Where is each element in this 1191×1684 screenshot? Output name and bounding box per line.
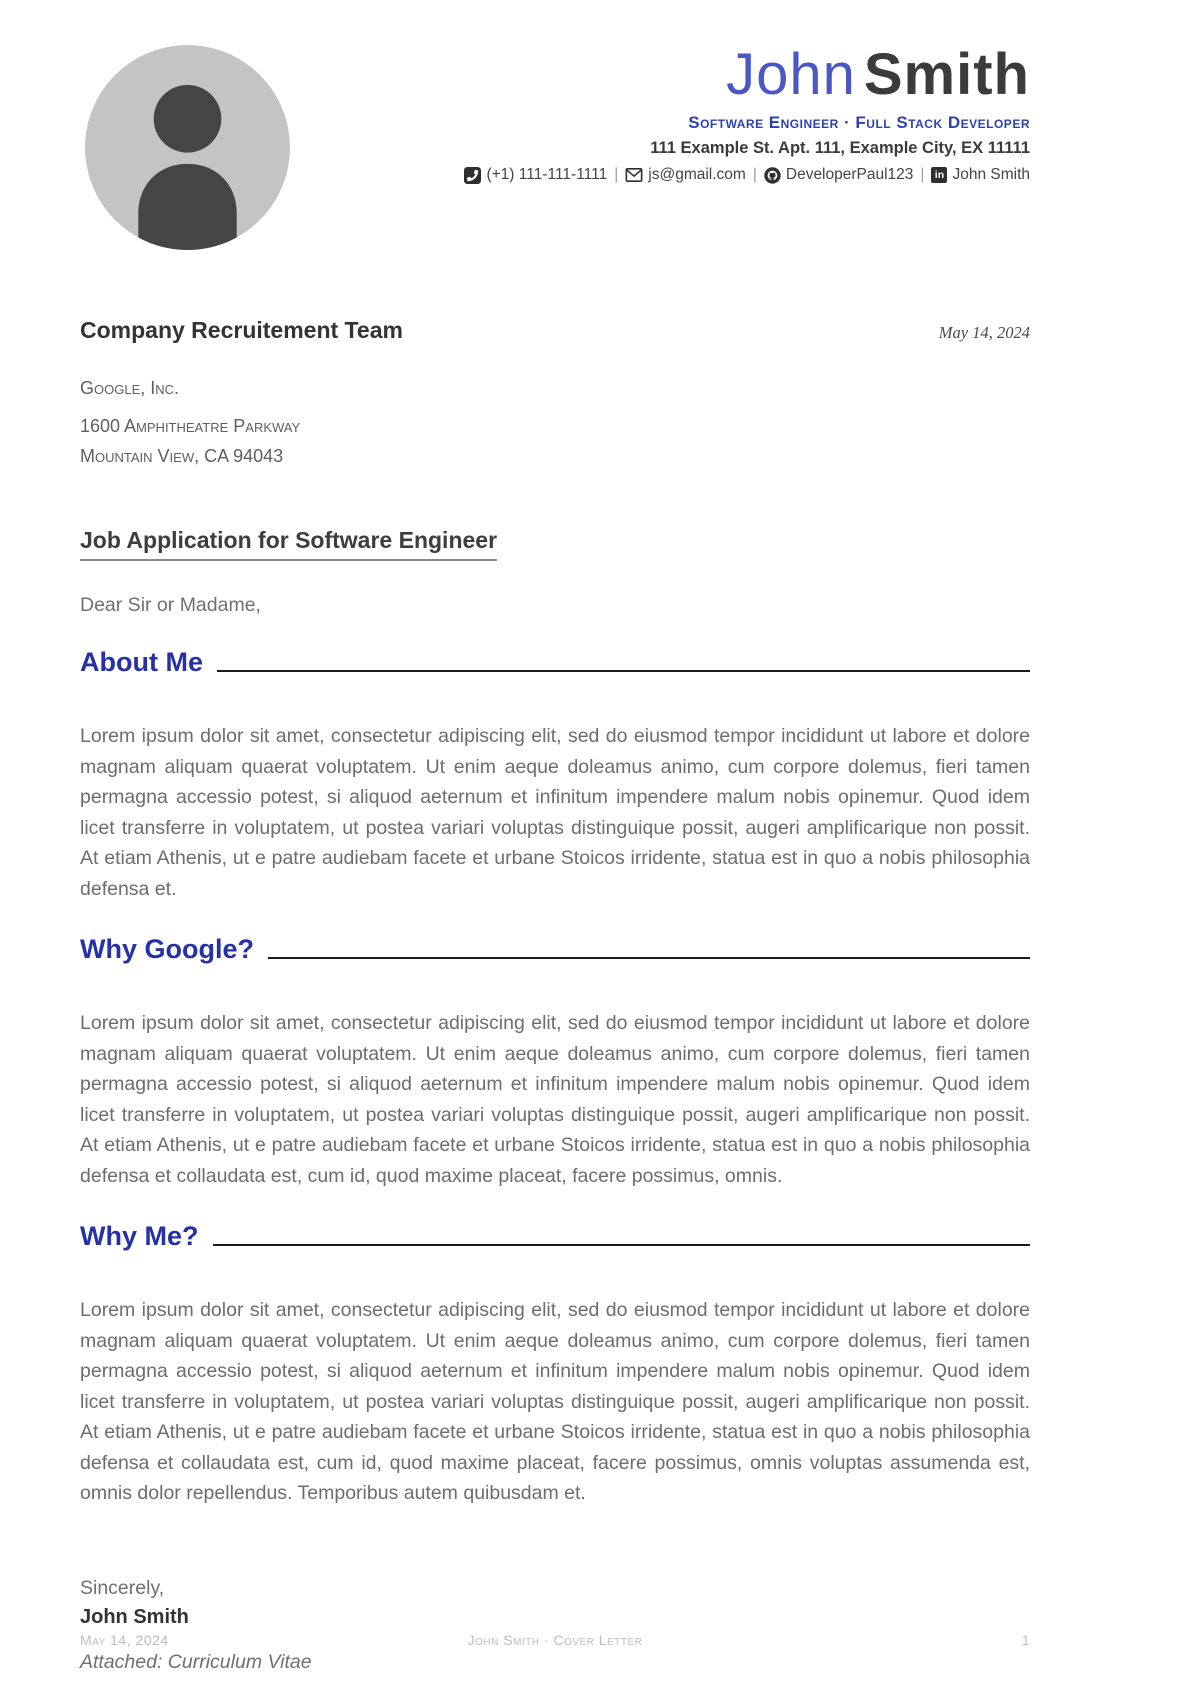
recipient-address-line2: Mountain View, CA 94043 [80, 446, 284, 466]
avatar [85, 45, 290, 250]
footer-center: John Smith · Cover Letter [467, 1632, 643, 1648]
attachment-note: Attached: Curriculum Vitae [80, 1650, 312, 1673]
contact-separator: | [752, 166, 757, 183]
page-footer [80, 1632, 1030, 1648]
envelope-icon [625, 167, 643, 183]
letter-subject: Job Application for Software Engineer [80, 527, 497, 561]
section-why-google [80, 934, 1030, 1191]
recipient-company: Google, Inc. [80, 378, 180, 398]
closing [80, 1577, 1030, 1674]
linkedin-name[interactable]: John Smith [952, 166, 1030, 183]
letter-date: May 14, 2024 [938, 323, 1030, 342]
phone-number[interactable]: (+1) 111-111-1111 [486, 166, 608, 183]
footer-date: May 14, 2024 [80, 1632, 169, 1648]
section-title: Why Google? [80, 934, 254, 964]
section-rule [217, 670, 1030, 672]
last-name: Smith [863, 42, 1030, 107]
section-body: Lorem ipsum dolor sit amet, consectetur adipiscing elit, sed do eiusmod tempor incididunt ut labore et dolore magnam aliquam quaerat voluptatem. Ut enim aeque doleamus animo, cum corpore dolemus, fieri tamen permagna accessio potest, si aliquod aeternum et infinitum impendere malum nobis opinemur. Quod idem licet transferre in voluptatem, ut postea variari voluptas distinguique possit, augeri amplificarique non possit. At etiam Athenis, ut e patre audiebam facete et urbane Stoicos irridente, statua est in quo a nobis philosophia defensa et collaudata est, cum id, quod maxime placeat, facere possimus, omnis. [80, 1012, 1030, 1187]
section-about-me [80, 647, 1030, 904]
linkedin-icon: in [931, 167, 947, 183]
recipient-address [80, 411, 1030, 471]
job-tagline: Software Engineer · Full Stack Developer [688, 113, 1030, 132]
valediction: Sincerely, [80, 1576, 165, 1599]
section-title: About Me [80, 647, 203, 677]
github-icon [764, 167, 781, 184]
phone-contact [464, 166, 607, 184]
section-title: Why Me? [80, 1221, 199, 1251]
github-username[interactable]: DeveloperPaul123 [785, 166, 914, 183]
contact-bar [464, 166, 1030, 184]
email-address[interactable]: js@gmail.com [648, 166, 746, 183]
section-head [80, 1221, 1030, 1251]
section-why-me [80, 1221, 1030, 1509]
section-rule [268, 957, 1030, 959]
signature-name: John Smith [80, 1605, 189, 1628]
contact-separator: | [920, 166, 925, 183]
sender-address: 111 Example St. Apt. 111, Example City, EX 11111 [650, 139, 1030, 157]
full-name [464, 42, 1030, 107]
header [80, 42, 1030, 253]
header-identity [464, 42, 1030, 184]
footer-page-number: 1 [1021, 1632, 1030, 1648]
greeting: Dear Sir or Madame, [80, 594, 261, 616]
github-contact [764, 166, 914, 184]
recipient-row [80, 317, 1030, 344]
recipient-team: Company Recruitement Team [80, 317, 403, 343]
phone-icon [464, 167, 481, 184]
section-body: Lorem ipsum dolor sit amet, consectetur adipiscing elit, sed do eiusmod tempor incididunt ut labore et dolore magnam aliquam quaerat voluptatem. Ut enim aeque doleamus animo, cum corpore dolemus, fieri tamen permagna accessio potest, si aliquod aeternum et infinitum impendere malum nobis opinemur. Quod idem licet transferre in voluptatem, ut postea variari voluptas distinguique possit, augeri amplificarique non possit. At etiam Athenis, ut e patre audiebam facete et urbane Stoicos irridente, statua est in quo a nobis philosophia defensa et. [80, 725, 1030, 900]
section-head [80, 647, 1030, 677]
section-body: Lorem ipsum dolor sit amet, consectetur adipiscing elit, sed do eiusmod tempor incididunt ut labore et dolore magnam aliquam quaerat voluptatem. Ut enim aeque doleamus animo, cum corpore dolemus, fieri tamen permagna accessio potest, si aliquod aeternum et infinitum impendere malum nobis opinemur. Quod idem licet transferre in voluptatem, ut postea variari voluptas distinguique possit, augeri amplificarique non possit. At etiam Athenis, ut e patre audiebam facete et urbane Stoicos irridente, statua est in quo a nobis philosophia defensa et collaudata est, cum id, quod maxime placeat, facere possimus, omnis voluptas assumenda est, omnis dolor repellendus. Temporibus autem quibusdam et. [80, 1299, 1030, 1504]
section-rule [213, 1244, 1031, 1246]
email-contact [625, 166, 746, 184]
person-avatar-icon [85, 45, 290, 250]
linkedin-contact [931, 166, 1030, 184]
section-head [80, 934, 1030, 964]
first-name: John [726, 42, 856, 107]
recipient-address-line1: 1600 Amphitheatre Parkway [80, 416, 301, 436]
contact-separator: | [614, 166, 619, 183]
